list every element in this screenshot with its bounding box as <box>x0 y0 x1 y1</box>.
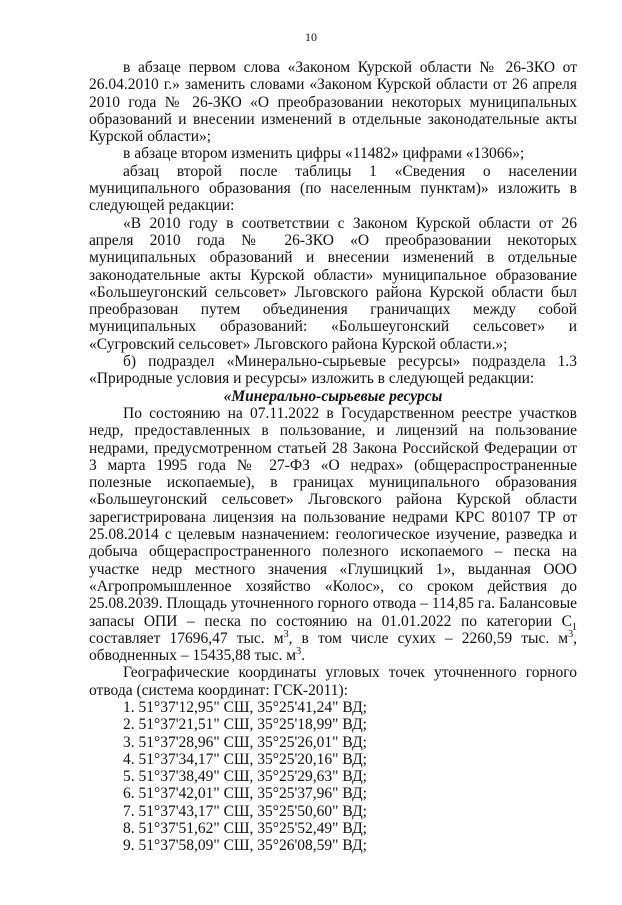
coordinate-item: 4. 51°37'34,17" СШ, 35°25'20,16" ВД; <box>123 750 367 768</box>
unit-superscript: 3 <box>296 645 302 657</box>
page-number: 10 <box>305 30 317 44</box>
paragraph-podrazdel: б) подраздел «Минерально-сырьевые ресурсы» подраздела 1.3 «Природные условия и ресурсы» изложить в следующей редакции: <box>89 353 577 388</box>
coordinate-item: 7. 51°37'43,17" СШ, 35°25'50,60" ВД; <box>123 802 367 820</box>
paragraph-license-info <box>89 405 577 664</box>
paragraph-abzats-vtoroi: в абзаце втором изменить цифры «11482» цифрами «13066»; <box>123 145 525 163</box>
document-body <box>89 59 577 855</box>
coordinate-item: 6. 51°37'42,01" СШ, 35°25'37,96" ВД; <box>123 785 367 803</box>
paragraph-abzats-pervyi: в абзаце первом слова «Законом Курской области № 26-ЗКО от 26.04.2010 г.» заменить словами «Законом Курской области от 26 апреля 2010 года № 26-ЗКО «О преобразовании некоторых муниципальных образований и внесении изменений в отдельные законодательные акты Курской области»; <box>89 59 577 146</box>
coordinate-item: 8. 51°37'51,62" СШ, 35°25'52,49" ВД; <box>123 820 367 838</box>
coordinate-item: 9. 51°37'58,09" СШ, 35°26'08,59" ВД; <box>123 837 367 855</box>
license-text-b: составляет 17696,47 тыс. м <box>89 629 284 647</box>
paragraph-new-redaction: «В 2010 году в соответствии с Законом Курской области от 26 апреля 2010 года № 26-ЗКО «О преобразовании некоторых муниципальных образований и внесении изменений в отдельные законодательные акты Курской области» муниципальное образование «Большеугонский сельсовет» Льговского района Курской области был преобразован путем объединения граничащих между собой муниципальных образований: «Большеугонский сельсовет» и «Сугровский сельсовет» Льговского района Курской области.»; <box>89 214 577 353</box>
coordinate-item: 1. 51°37'12,95" СШ, 35°25'41,24" ВД; <box>123 698 367 716</box>
license-text-e: . <box>301 647 305 665</box>
paragraph-abzats-posle-tablitsy: абзац второй после таблицы 1 «Сведения о населении муниципального образования (по населенным пунктам)» изложить в следующей редакции: <box>89 162 577 215</box>
coordinates-list <box>89 699 577 855</box>
coordinate-item: 3. 51°37'28,96" СШ, 35°25'26,01" ВД; <box>123 733 367 751</box>
license-text-c: , в том числе сухих – 2260,59 тыс. м <box>288 629 569 647</box>
coordinate-item: 5. 51°37'38,49" СШ, 35°25'29,63" ВД; <box>123 768 367 786</box>
unit-superscript: 3 <box>283 628 289 640</box>
coordinate-item: 2. 51°37'21,51" СШ, 35°25'18,99" ВД; <box>123 716 367 734</box>
license-text-d: , обводненных – 15435,88 тыс. м <box>89 629 577 665</box>
license-text-a: По состоянию на 07.11.2022 в Государственном реестре участков недр, предоставленных в пользование, и лицензий на пользование недрами, предусмотренном статьей 28 Закона Российской Федерации от 3 марта 1995 года № 27-ФЗ «О недрах» (общераспространенные полезные ископаемые), в границах муниципального образования «Большеугонский сельсовет» Льговского района Курской области зарегистрирована лицензия на пользование недрами КРС 80107 ТР от 25.08.2014 с целевым назначением: геологическое изучение, разведка и добыча общераспространенного полезного ископаемого – песка на участке недр местного значения «Глушицкий 1», выданная ООО «Агропромышленное хозяйство «Колос», со сроком действия до 25.08.2039. Площадь уточненного горного отвода – 114,85 га. Балансовые запасы ОПИ – песка по состоянию на 01.01.2022 по категории С <box>89 404 577 630</box>
unit-superscript: 3 <box>568 628 574 640</box>
section-heading: «Минерально-сырьевые ресурсы <box>223 387 443 405</box>
paragraph-coordinates-intro: Географические координаты угловых точек уточненного горного отвода (система координат: ГСК-2011): <box>89 664 577 699</box>
category-subscript: 1 <box>572 621 577 633</box>
